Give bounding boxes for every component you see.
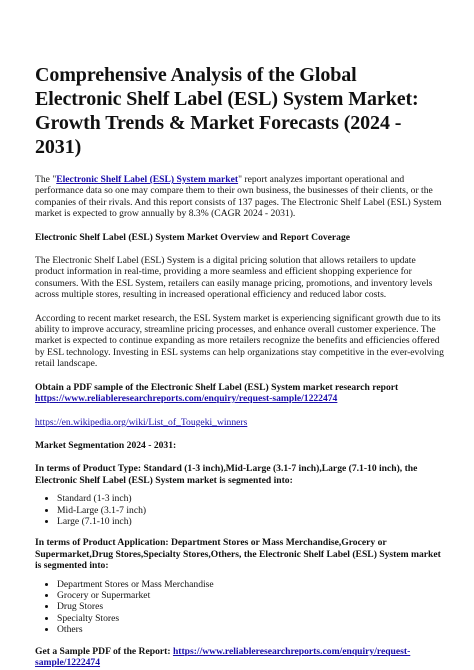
list-item: • Drug Stores: [57, 601, 444, 612]
intro-suffix: " report analyzes important operational and performance data so one may compare them to their own business, the businesses of their clients, or the companies of their rivals. And this report consists of 137 pages. The Electronic Shelf Label (ESL) System market is expected to grow annually by 8.3% (CAGR 2024 - 2031).: [35, 174, 442, 220]
product-type-heading: In terms of Product Type: Standard (1-3 inch),Mid-Large (3.1-7 inch),Large (7.1-10 inch), the Electronic Shelf Label (ESL) System market is segmented into:: [35, 463, 418, 486]
sample-report-paragraph: [35, 646, 444, 669]
overview-heading: Electronic Shelf Label (ESL) System Market Overview and Report Coverage: [35, 231, 351, 243]
product-type-list: [35, 493, 444, 527]
overview-paragraph-2: According to recent market research, the ESL System market is experiencing significant growth due to its ability to improve accuracy, streamline pricing processes, and enhance overall customer experience. The market is expected to continue expanding as more retailers recognize the benefits and efficiencies offered by ESL technology. Investing in ESL systems can help organizations stay competitive in the ever-evolving retail landscape.: [35, 312, 444, 370]
list-item: • Grocery or Supermarket: [57, 590, 444, 601]
list-item: • Others: [57, 624, 444, 635]
intro-paragraph: [35, 174, 444, 220]
sample-report-text: Get a Sample PDF of the Report:: [35, 645, 173, 657]
list-item: • Standard (1-3 inch): [57, 493, 444, 504]
pdf-sample-text: Obtain a PDF sample of the Electronic Shelf Label (ESL) System market research report: [35, 381, 399, 393]
wiki-paragraph: [35, 417, 444, 428]
sample-report-link[interactable]: https://www.reliableresearchreports.com/enquiry/request-sample/1222474: [35, 645, 411, 668]
wiki-link[interactable]: https://en.wikipedia.org/wiki/List_of_Tougeki_winners: [35, 416, 248, 428]
pdf-sample-link[interactable]: https://www.reliableresearchreports.com/enquiry/request-sample/1222474: [35, 393, 338, 405]
intro-prefix: The ": [35, 174, 57, 185]
application-list: [35, 579, 444, 636]
list-item: • Large (7.1-10 inch): [57, 516, 444, 527]
pdf-sample-paragraph: [35, 382, 444, 405]
page-title: Comprehensive Analysis of the Global Electronic Shelf Label (ESL) System Market: Growth Trends & Market Forecasts (2024 - 2031): [35, 64, 419, 158]
list-item: • Specialty Stores: [57, 613, 444, 624]
application-heading: In terms of Product Application: Department Stores or Mass Merchandise,Grocery or Supermarket,Drug Stores,Specialty Stores,Others, the Electronic Shelf Label (ESL) System market is segmented into:: [35, 537, 441, 572]
market-report-link[interactable]: Electronic Shelf Label (ESL) System market: [56, 174, 239, 185]
overview-paragraph-1: The Electronic Shelf Label (ESL) System is a digital pricing solution that allows retailers to update product information in real-time, providing a more seamless and efficient shopping experience for consumers. With the ESL System, retailers can easily manage pricing, promotions, and inventory levels across multiple stores, resulting in increased operational efficiency and reduced labor costs.: [35, 255, 433, 301]
list-item: • Department Stores or Mass Merchandise: [57, 579, 444, 590]
list-item: • Mid-Large (3.1-7 inch): [57, 505, 444, 516]
segmentation-heading: Market Segmentation 2024 - 2031:: [35, 439, 177, 451]
